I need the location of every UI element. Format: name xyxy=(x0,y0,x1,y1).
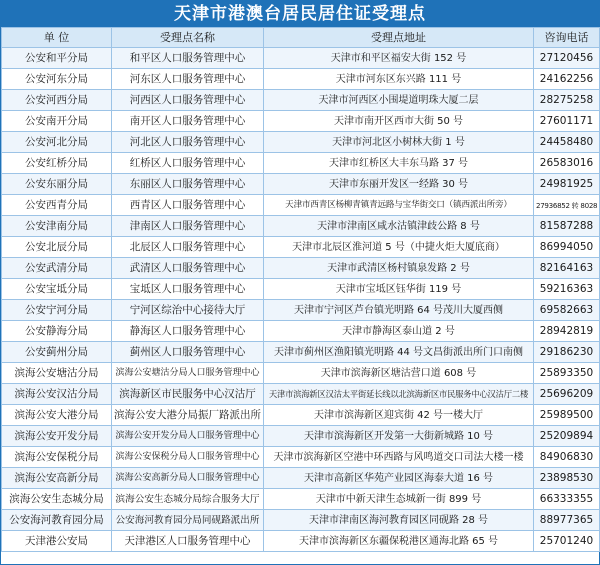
table-row xyxy=(2,132,600,153)
cell-unit: 公安宝坻分局 xyxy=(2,279,112,300)
cell-address: 天津市滨海新区空港中环西路与风鸣道交口司法大楼一楼 xyxy=(264,447,534,468)
table-body xyxy=(2,48,600,552)
table-row xyxy=(2,195,600,216)
table-row xyxy=(2,153,600,174)
cell-center-name: 津南区人口服务管理中心 xyxy=(112,216,264,237)
cell-phone: 26583016 xyxy=(534,153,600,174)
cell-phone: 25989500 xyxy=(534,405,600,426)
table-header-row xyxy=(2,28,600,48)
table-row xyxy=(2,363,600,384)
cell-phone: 59216363 xyxy=(534,279,600,300)
cell-center-name: 静海区人口服务管理中心 xyxy=(112,321,264,342)
cell-unit: 公安红桥分局 xyxy=(2,153,112,174)
cell-phone: 24458480 xyxy=(534,132,600,153)
cell-address: 天津市河北区小树林大街 1 号 xyxy=(264,132,534,153)
cell-address: 天津市滨海新区东疆保税港区通海北路 65 号 xyxy=(264,531,534,552)
cell-address: 天津市西青区杨柳青镇青远路与宝华街交口（镇西派出所旁） xyxy=(264,195,534,216)
cell-address: 天津市津南区海河教育园区同砚路 28 号 xyxy=(264,510,534,531)
acceptance-points-table xyxy=(1,27,600,552)
cell-unit: 公安宁河分局 xyxy=(2,300,112,321)
cell-center-name: 武清区人口服务管理中心 xyxy=(112,258,264,279)
table-row xyxy=(2,237,600,258)
table-row xyxy=(2,384,600,405)
cell-unit: 滨海公安开发分局 xyxy=(2,426,112,447)
cell-center-name: 天津港区人口服务管理中心 xyxy=(112,531,264,552)
table-row xyxy=(2,531,600,552)
table-row xyxy=(2,489,600,510)
cell-phone: 27936852 转 8028 xyxy=(534,195,600,216)
cell-unit: 公安河北分局 xyxy=(2,132,112,153)
cell-phone: 69582663 xyxy=(534,300,600,321)
cell-center-name: 河西区人口服务管理中心 xyxy=(112,90,264,111)
cell-phone: 84906830 xyxy=(534,447,600,468)
cell-address: 天津市蓟州区渔阳镇光明路 44 号文昌街派出所门口南侧 xyxy=(264,342,534,363)
cell-center-name: 南开区人口服务管理中心 xyxy=(112,111,264,132)
cell-center-name: 滨海公安开发分局人口服务管理中心 xyxy=(112,426,264,447)
cell-unit: 滨海公安高新分局 xyxy=(2,468,112,489)
cell-phone: 27601171 xyxy=(534,111,600,132)
cell-address: 天津市东丽开发区一经路 30 号 xyxy=(264,174,534,195)
cell-center-name: 宝坻区人口服务管理中心 xyxy=(112,279,264,300)
cell-center-name: 河北区人口服务管理中心 xyxy=(112,132,264,153)
cell-phone: 86994050 xyxy=(534,237,600,258)
cell-unit: 公安武清分局 xyxy=(2,258,112,279)
cell-address: 天津市中新天津生态城新一街 899 号 xyxy=(264,489,534,510)
cell-address: 天津市滨海新区迎宾街 42 号一楼大厅 xyxy=(264,405,534,426)
table-row xyxy=(2,300,600,321)
cell-phone: 24162256 xyxy=(534,69,600,90)
cell-center-name: 滨海公安保税分局人口服务管理中心 xyxy=(112,447,264,468)
header-address: 受理点地址 xyxy=(264,28,534,48)
cell-unit: 公安和平分局 xyxy=(2,48,112,69)
cell-center-name: 和平区人口服务管理中心 xyxy=(112,48,264,69)
cell-phone: 29186230 xyxy=(534,342,600,363)
cell-address: 天津市滨海新区汉沽太平街延长线以北滨海新区市民服务中心汉沽厅二楼 xyxy=(264,384,534,405)
cell-unit: 公安河东分局 xyxy=(2,69,112,90)
cell-center-name: 公安海河教育园分局同砚路派出所 xyxy=(112,510,264,531)
table-row xyxy=(2,48,600,69)
table-row xyxy=(2,279,600,300)
cell-address: 天津市南开区西市大街 50 号 xyxy=(264,111,534,132)
cell-phone: 81587288 xyxy=(534,216,600,237)
cell-address: 天津市津南区咸水沽镇津歧公路 8 号 xyxy=(264,216,534,237)
table-row xyxy=(2,342,600,363)
cell-center-name: 滨海公安高新分局人口服务管理中心 xyxy=(112,468,264,489)
header-center-name: 受理点名称 xyxy=(112,28,264,48)
cell-unit: 公安津南分局 xyxy=(2,216,112,237)
cell-address: 天津市宁河区芦台镇光明路 64 号茂川大厦西侧 xyxy=(264,300,534,321)
table-row xyxy=(2,321,600,342)
cell-unit: 公安南开分局 xyxy=(2,111,112,132)
cell-phone: 25701240 xyxy=(534,531,600,552)
cell-phone: 25696209 xyxy=(534,384,600,405)
cell-unit: 公安海河教育园分局 xyxy=(2,510,112,531)
cell-unit: 公安北辰分局 xyxy=(2,237,112,258)
cell-unit: 滨海公安保税分局 xyxy=(2,447,112,468)
table-row xyxy=(2,111,600,132)
cell-phone: 88977365 xyxy=(534,510,600,531)
cell-unit: 滨海公安生态城分局 xyxy=(2,489,112,510)
header-phone: 咨询电话 xyxy=(534,28,600,48)
cell-unit: 天津港公安局 xyxy=(2,531,112,552)
table-row xyxy=(2,426,600,447)
cell-center-name: 东丽区人口服务管理中心 xyxy=(112,174,264,195)
table-row xyxy=(2,216,600,237)
cell-address: 天津市红桥区大丰东马路 37 号 xyxy=(264,153,534,174)
cell-center-name: 滨海公安塘沽分局人口服务管理中心 xyxy=(112,363,264,384)
cell-unit: 公安静海分局 xyxy=(2,321,112,342)
cell-unit: 滨海公安塘沽分局 xyxy=(2,363,112,384)
cell-center-name: 滨海公安大港分局振厂路派出所 xyxy=(112,405,264,426)
cell-phone: 82164163 xyxy=(534,258,600,279)
cell-unit: 公安蓟州分局 xyxy=(2,342,112,363)
table-title: 天津市港澳台居民居住证受理点 xyxy=(1,1,599,27)
table-row xyxy=(2,90,600,111)
cell-unit: 滨海公安汉沽分局 xyxy=(2,384,112,405)
cell-unit: 公安河西分局 xyxy=(2,90,112,111)
cell-address: 天津市河东区东兴路 111 号 xyxy=(264,69,534,90)
cell-phone: 23898530 xyxy=(534,468,600,489)
cell-unit: 滨海公安大港分局 xyxy=(2,405,112,426)
cell-center-name: 宁河区综治中心接待大厅 xyxy=(112,300,264,321)
cell-address: 天津市高新区华苑产业园区海泰大道 16 号 xyxy=(264,468,534,489)
table-row xyxy=(2,405,600,426)
cell-center-name: 红桥区人口服务管理中心 xyxy=(112,153,264,174)
cell-phone: 27120456 xyxy=(534,48,600,69)
cell-unit: 公安东丽分局 xyxy=(2,174,112,195)
table-row xyxy=(2,468,600,489)
cell-address: 天津市滨海新区开发第一大街新城路 10 号 xyxy=(264,426,534,447)
table-row xyxy=(2,69,600,90)
cell-address: 天津市北辰区淮河道 5 号（中捷火炬大厦底商） xyxy=(264,237,534,258)
cell-center-name: 北辰区人口服务管理中心 xyxy=(112,237,264,258)
cell-unit: 公安西青分局 xyxy=(2,195,112,216)
cell-center-name: 滨海公安生态城分局综合服务大厅 xyxy=(112,489,264,510)
cell-phone: 66333355 xyxy=(534,489,600,510)
cell-center-name: 西青区人口服务管理中心 xyxy=(112,195,264,216)
table-row xyxy=(2,258,600,279)
cell-address: 天津市宝坻区钰华街 119 号 xyxy=(264,279,534,300)
cell-phone: 25209894 xyxy=(534,426,600,447)
cell-phone: 25893350 xyxy=(534,363,600,384)
cell-phone: 28275258 xyxy=(534,90,600,111)
header-unit: 单 位 xyxy=(2,28,112,48)
cell-phone: 28942819 xyxy=(534,321,600,342)
cell-center-name: 蓟州区人口服务管理中心 xyxy=(112,342,264,363)
cell-phone: 24981925 xyxy=(534,174,600,195)
table-row xyxy=(2,510,600,531)
cell-center-name: 滨海新区市民服务中心汉沽厅 xyxy=(112,384,264,405)
cell-address: 天津市和平区福安大街 152 号 xyxy=(264,48,534,69)
cell-address: 天津市滨海新区塘沽营口道 608 号 xyxy=(264,363,534,384)
cell-address: 天津市河西区小围堤道明珠大厦二层 xyxy=(264,90,534,111)
table-row xyxy=(2,174,600,195)
table-row xyxy=(2,447,600,468)
cell-address: 天津市武清区杨村镇泉发路 2 号 xyxy=(264,258,534,279)
cell-center-name: 河东区人口服务管理中心 xyxy=(112,69,264,90)
cell-address: 天津市静海区泰山道 2 号 xyxy=(264,321,534,342)
